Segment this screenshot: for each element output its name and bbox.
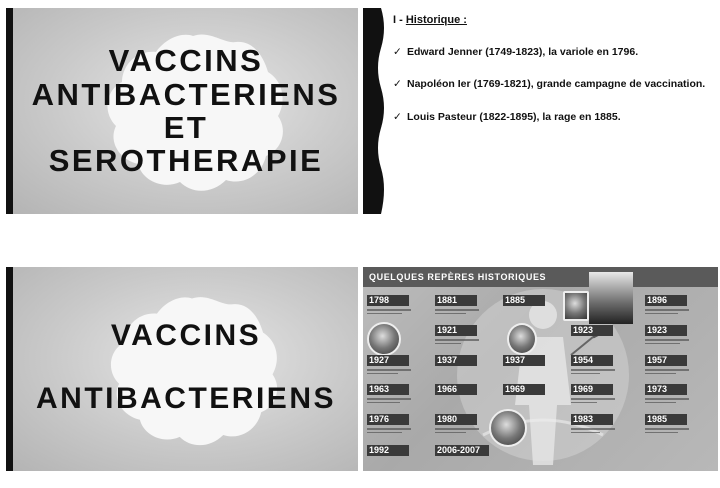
year-label: 2006-2007 [435,445,489,456]
year-label: 1985 [645,414,687,425]
year-label: 1957 [645,355,687,366]
title-slide-2 [6,267,358,471]
heading-prefix: I - [393,14,406,26]
year-label: 1923 [571,325,613,336]
year-label: 1983 [571,414,613,425]
history-item-text: Napoléon Ier (1769-1821), grande campagne de vaccination. [407,78,706,91]
history-item-napoleon [393,76,714,92]
title-line: ANTIBACTERIENS [35,382,336,416]
portrait-photo [489,409,527,447]
year-description-lines [571,428,615,435]
wavy-side-bar [363,8,385,214]
year-description-lines [367,398,411,405]
history-heading [393,14,714,26]
slide-left-bar [6,267,13,471]
year-label: 1969 [503,384,545,395]
year-label: 1937 [503,355,545,366]
check-icon: ✓ [393,110,402,123]
year-label: 1927 [367,355,409,366]
year-description-lines [645,428,689,435]
year-label: 1992 [367,445,409,456]
history-item-pasteur [393,109,714,125]
title-line: VACCINS [108,43,264,79]
heading-underlined: Historique : [405,14,467,26]
year-description-lines [645,339,689,346]
year-description-lines [645,369,689,376]
check-icon: ✓ [393,78,402,91]
title-line: SEROTHERAPIE [48,143,324,179]
title-line: ET [163,110,209,145]
year-label: 1980 [435,414,477,425]
year-label: 1937 [435,355,477,366]
year-label: 1976 [367,414,409,425]
year-label: 1973 [645,384,687,395]
title-text-block [20,8,352,214]
year-label: 1966 [435,384,477,395]
title-slide-1 [6,8,358,214]
year-label: 1969 [571,384,613,395]
portrait-photo [563,291,589,321]
year-description-lines [435,428,479,435]
year-description-lines [645,398,689,405]
portrait-photo [367,322,401,356]
title-text-block [20,267,352,471]
year-label: 1881 [435,295,477,306]
portrait-photo [507,323,537,355]
title-line: VACCINS [110,319,262,353]
history-item-jenner [393,44,714,60]
portrait-photo-pasteur [589,272,633,324]
year-label: 1921 [435,325,477,336]
history-content [393,14,714,141]
year-label: 1896 [645,295,687,306]
year-description-lines [435,339,479,346]
history-item-text: Edward Jenner (1749-1823), la variole en 1796. [407,46,639,58]
year-description-lines [645,309,689,316]
history-slide [363,8,718,214]
year-label: 1885 [503,295,545,306]
timeline-header: QUELQUES REPÈRES HISTORIQUES [363,267,718,287]
year-label: 1954 [571,355,613,366]
year-description-lines [367,369,411,376]
year-description-lines [367,309,411,316]
title-line: ANTIBACTERIENS [31,76,341,112]
year-label: 1923 [645,325,687,336]
timeline-slide [363,267,718,471]
year-label: 1798 [367,295,409,306]
slide-left-bar [6,8,13,214]
year-description-lines [435,309,479,316]
year-description-lines [571,398,615,405]
check-icon: ✓ [393,46,402,58]
year-label: 1963 [367,384,409,395]
history-item-text: Louis Pasteur (1822-1895), la rage en 1885. [407,110,621,123]
year-description-lines [367,428,411,435]
year-description-lines [571,369,615,376]
